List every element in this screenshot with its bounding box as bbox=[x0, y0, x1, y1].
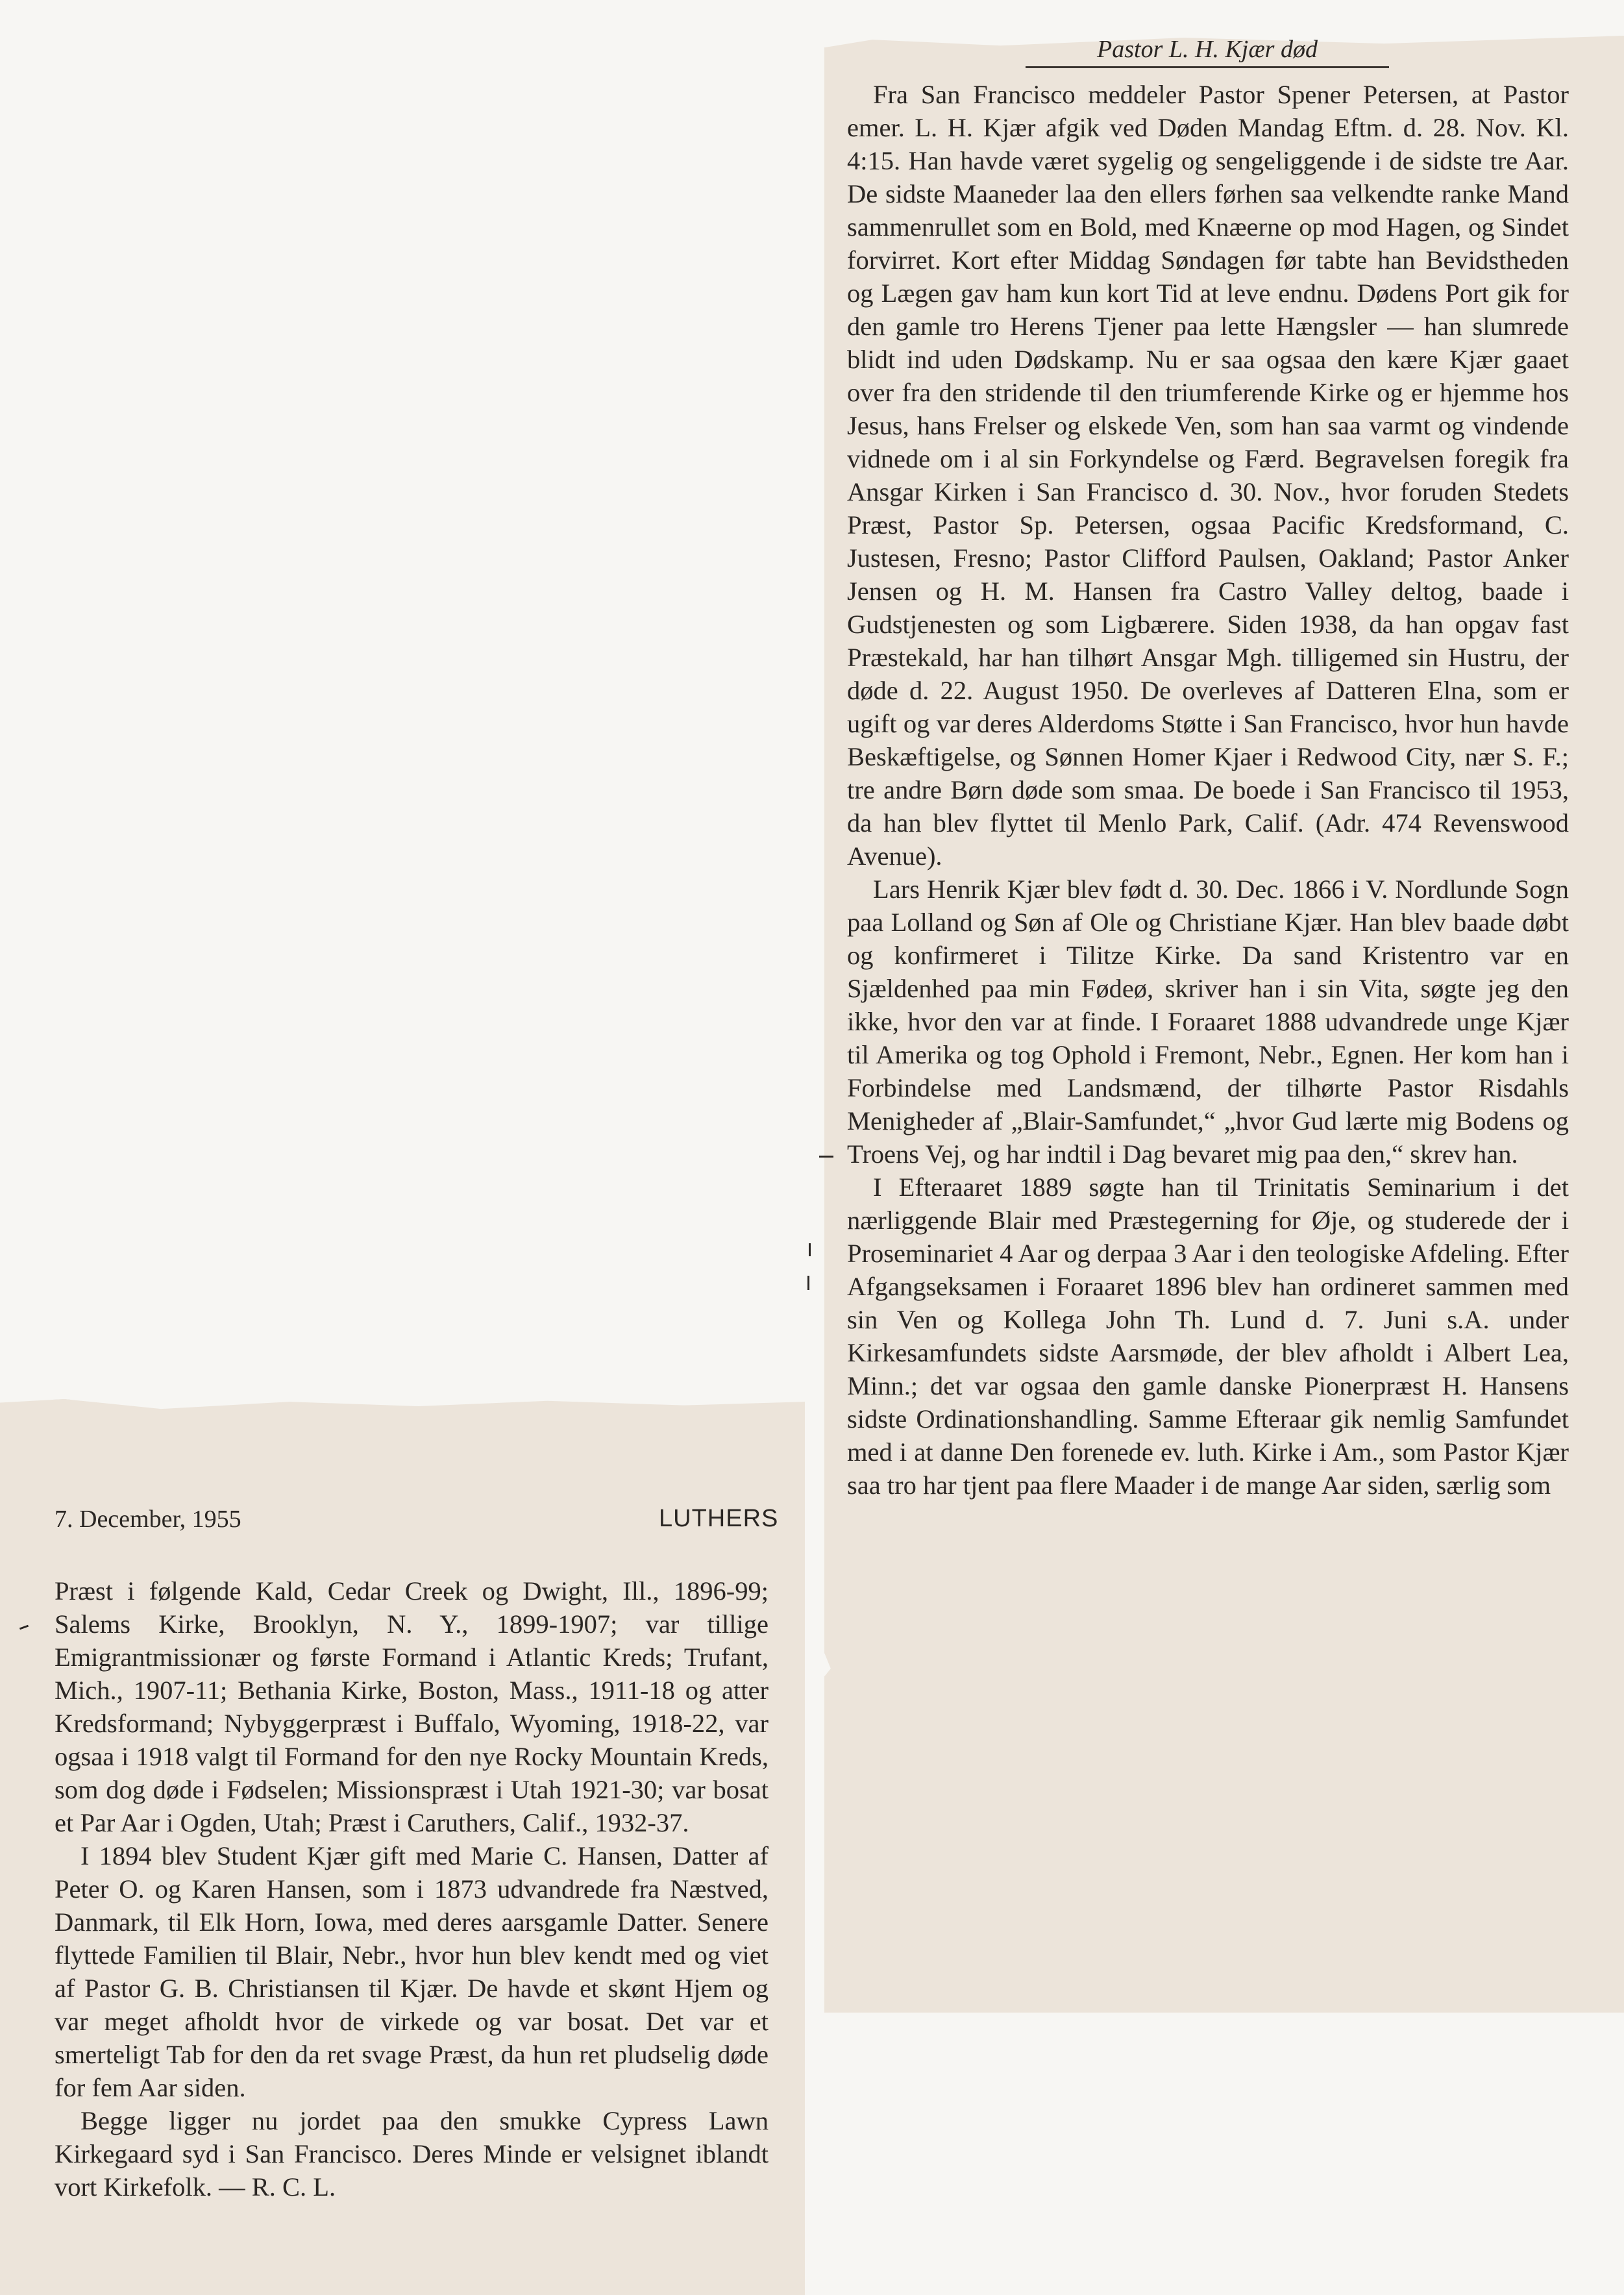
margin-mark bbox=[809, 1243, 811, 1256]
margin-mark bbox=[819, 1156, 833, 1158]
issue-date: 7. December, 1955 bbox=[55, 1506, 241, 1533]
left-column-text bbox=[55, 1574, 769, 2203]
left-paragraph: Præst i følgende Kald, Cedar Creek og Dwight, Ill., 1896-99; Salems Kirke, Brooklyn, N. Y., 1899-1907; var tillige Emigrantmissionær og første Formand i Atlantic Kreds; Trufant, Mich., 1907-11; Bethania Kirke, Boston, Mass., 1911-18 og atter Kredsformand; Nybyggerpræst i Buffalo, Wyoming, 1918-22, var ogsaa i 1918 valgt til Formand for den nye Rocky Mountain Kreds, som dog døde i Fødselen; Missionspræst i Utah 1921-30; var bosat et Par Aar i Ogden, Utah; Præst i Caruthers, Calif., 1932-37. bbox=[55, 1576, 769, 1837]
right-paragraph: Lars Henrik Kjær blev født d. 30. Dec. 1866 i V. Nordlunde Sogn paa Lolland og Søn af Ole og Christiane Kjær. Han blev baade døbt og konfirmeret i Tilitze Kirke. Da sand Kristentro var en Sjældenhed paa min Fødeø, skriver han i sin Vita, søgte jeg den ikke, hvor den var at finde. I Foraaret 1888 udvandrede unge Kjær til Amerika og tog Ophold i Fremont, Nebr., Egnen. Her kom han i Forbindelse med Landsmænd, der tilhørte Pastor Risdahls Menigheder af „Blair-Samfundet,“ „hvor Gud lærte mig Bodens og Troens Vej, og har indtil i Dag bevaret mig paa den,“ skrev han. bbox=[847, 875, 1569, 1169]
margin-mark bbox=[807, 1276, 809, 1290]
right-paragraph: I Efteraaret 1889 søgte han til Trinitatis Seminarium i det nærliggende Blair med Præstegerning for Øje, og studerede der i Proseminariet 4 Aar og derpaa 3 Aar i den teologiske Afdeling. Efter Afgangseksamen i Foraaret 1896 blev han ordineret sammen med sin Ven og Kollega John Th. Lund d. 7. Juni s.A. under Kirkesamfundets sidste Aarsmøde, der blev afholdt i Albert Lea, Minn.; det var ogsaa den gamle danske Pionerpræst H. Hansens sidste Ordinationshandling. Samme Efteraar gik nemlig Samfundet med i at danne Den forenede ev. luth. Kirke i Am., som Pastor Kjær saa tro har tjent paa flere Maader i de mange Aar siden, særlig som bbox=[847, 1172, 1569, 1500]
right-column-text bbox=[847, 78, 1569, 1502]
left-paragraph: I 1894 blev Student Kjær gift med Marie C. Hansen, Datter af Peter O. og Karen Hansen, som i 1873 udvandrede fra Næstved, Danmark, til Elk Horn, Iowa, med deres aarsgamle Datter. Senere flyttede Familien til Blair, Nebr., hvor hun blev kendt med og viet af Pastor G. B. Christiansen til Kjær. De havde et skønt Hjem og var meget afholdt hvor de virkede og var bosat. Det var et smerteligt Tab for den da ret svage Præst, da hun ret pludselig døde for fem Aar siden. bbox=[55, 1841, 769, 2102]
article-headline: Pastor L. H. Kjær død bbox=[1026, 34, 1389, 68]
left-paragraph: Begge ligger nu jordet paa den smukke Cypress Lawn Kirkegaard syd i San Francisco. Deres Minde er velsignet iblandt vort Kirkefolk. — R. C. L. bbox=[55, 2106, 769, 2202]
right-paragraph: Fra San Francisco meddeler Pastor Spener Petersen, at Pastor emer. L. H. Kjær afgik ved Døden Mandag Eftm. d. 28. Nov. Kl. 4:15. Han havde været sygelig og sengeliggende i de sidste tre Aar. De sidste Maaneder laa den ellers førhen saa velkendte ranke Mand sammenrullet som en Bold, med Knæerne op mod Hagen, og Sindet forvirret. Kort efter Middag Søndagen før tabte han Bevidstheden og Lægen gav ham kun kort Tid at leve endnu. Dødens Port gik for den gamle tro Herens Tjener paa lette Hængsler — han slumrede blidt ind uden Dødskamp. Nu er saa ogsaa den kære Kjær gaaet over fra den stridende til den triumferende Kirke og er hjemme hos Jesus, hans Frelser og elskede Ven, som han saa varmt og vindende vidnede om i al sin Forkyndelse og Færd. Begravelsen foregik fra Ansgar Kirken i San Francisco d. 30. Nov., hvor foruden Stedets Præst, Pastor Sp. Petersen, ogsaa Pacific Kredsformand, C. Justesen, Fresno; Pastor Clifford Paulsen, Oakland; Pastor Anker Jensen og H. M. Hansen fra Castro Valley deltog, baade i Gudstjenesten og som Ligbærere. Siden 1938, da han opgav fast Præstekald, har han tilhørt Ansgar Mgh. tilligemed sin Hustru, der døde d. 22. August 1950. De overleves af Datteren Elna, som er ugift og var deres Alderdoms Støtte i San Francisco, hvor hun havde Beskæftigelse, og Sønnen Homer Kjaer i Redwood City, nær S. F.; tre andre Børn døde som smaa. De boede i San Francisco til 1953, da han blev flyttet til Menlo Park, Calif. (Adr. 474 Revenswood Avenue). bbox=[847, 80, 1569, 871]
publication-name: LUTHERS bbox=[659, 1505, 779, 1532]
